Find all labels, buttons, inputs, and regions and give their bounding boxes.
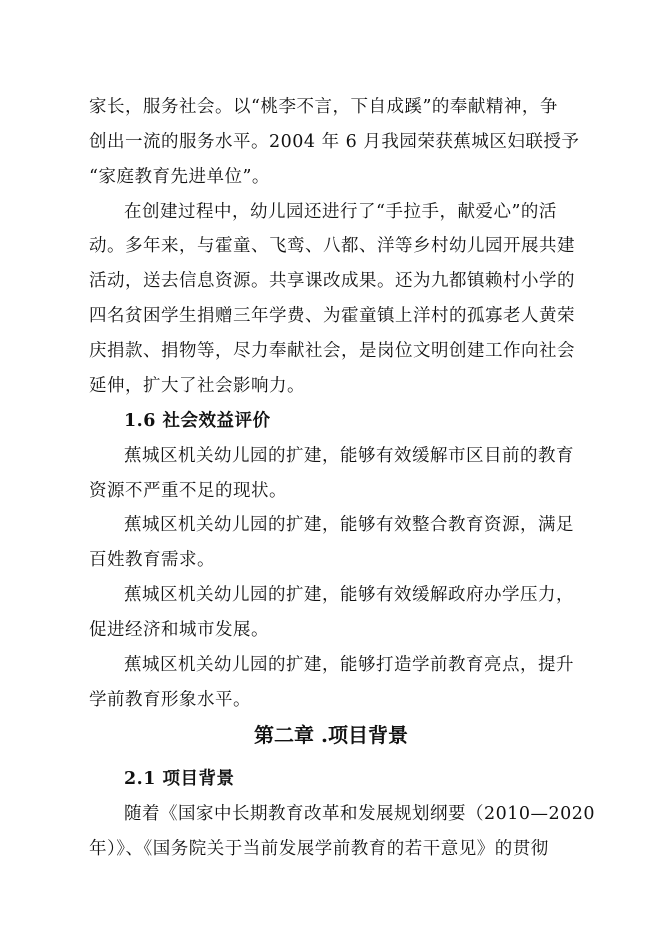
chapter-title: 第二章 .项目背景 <box>254 723 408 747</box>
paragraph-line: 促进经济和城市发展。 <box>89 620 269 640</box>
paragraph-line: 资源不严重不足的现状。 <box>89 481 287 501</box>
paragraph-line: 活动，送去信息资源。共享课改成果。还为九都镇赖村小学的 <box>89 271 575 291</box>
section-heading-1-6: 1.6 社会效益评价 <box>124 411 271 431</box>
paragraph-line: 随着《国家中长期教育改革和发展规划纲要（2010—2020 <box>124 804 596 824</box>
paragraph-line: 蕉城区机关幼儿园的扩建，能够有效整合教育资源，满足 <box>124 515 574 535</box>
paragraph-line: 百姓教育需求。 <box>89 550 215 570</box>
paragraph-line: 学前教育形象水平。 <box>89 690 251 710</box>
paragraph-line: 动。多年来，与霍童、飞鸾、八都、洋等乡村幼儿园开展共建 <box>89 236 575 256</box>
paragraph-line: 蕉城区机关幼儿园的扩建，能够有效缓解市区目前的教育 <box>124 446 574 466</box>
paragraph-line: “家庭教育先进单位”。 <box>89 167 270 187</box>
paragraph-line: 四名贫困学生捐赠三年学费、为霍童镇上洋村的孤寡老人黄荣 <box>89 306 575 326</box>
paragraph-line: 蕉城区机关幼儿园的扩建，能够有效缓解政府办学压力， <box>124 585 574 605</box>
paragraph-line: 创出一流的服务水平。2004 年 6 月我园荣获蕉城区妇联授予 <box>89 132 580 152</box>
paragraph-line: 蕉城区机关幼儿园的扩建，能够打造学前教育亮点，提升 <box>124 655 574 675</box>
paragraph-line: 延伸，扩大了社会影响力。 <box>89 376 305 396</box>
paragraph-line: 在创建过程中，幼儿园还进行了“手拉手，献爱心”的活 <box>124 202 557 222</box>
section-heading-2-1: 2.1 项目背景 <box>124 769 235 789</box>
paragraph-line: 年）》、《国务院关于当前发展学前教育的若干意见》的贯彻 <box>89 839 549 859</box>
paragraph-line: 庆捐款、捐物等，尽力奉献社会，是岗位文明创建工作向社会 <box>89 341 575 361</box>
paragraph-line: 家长，服务社会。以“桃李不言，下自成蹊”的奉献精神，争 <box>89 97 558 117</box>
